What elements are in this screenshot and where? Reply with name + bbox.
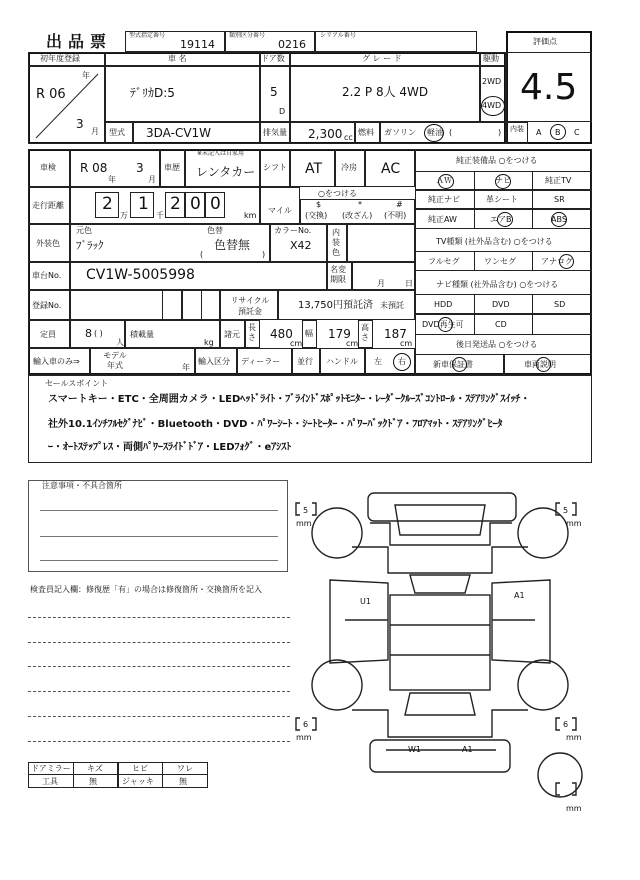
mileage-sen-unit: 千 [156, 211, 164, 220]
equip-abs-circle [551, 212, 567, 227]
drive-label: 駆動 [483, 54, 499, 63]
first-reg-month-unit: 月 [91, 127, 99, 136]
drive-4wd-circle [481, 96, 505, 116]
equip-aw-circle [438, 174, 454, 189]
tv-analog-circle [559, 254, 574, 269]
parts-value-3: ジャッキ [122, 777, 154, 786]
displacement-label: 排気量 [263, 128, 287, 137]
later-item-manual: 車両説明 [524, 360, 556, 369]
parts-header-3: ヒビ [132, 764, 148, 773]
interior-grade-b: B [555, 128, 561, 137]
width-value: 179 [328, 327, 351, 341]
fuel-paren-close: ) [498, 128, 502, 137]
history-label: 車歴 [164, 163, 180, 172]
later-warranty-circle [452, 357, 467, 372]
caution-line-1 [40, 510, 278, 511]
tire-front-left-value: 5 [303, 506, 309, 515]
original-color-label: 元色 [76, 226, 92, 235]
grade-value: 2.2 P 8人 4WD [342, 85, 429, 99]
color-change-paren-close: ) [262, 250, 266, 259]
fuel-label: 燃料 [358, 128, 374, 137]
mile-option-3: # [396, 200, 403, 209]
page-title: 出品票 [46, 32, 113, 51]
history-value: レンタカー [196, 165, 256, 179]
tire-rear-right-unit: mm [566, 733, 582, 742]
width-label: 幅 [305, 329, 313, 338]
handle-right-circle [393, 353, 411, 371]
mileage-label: 走行距離 [32, 201, 64, 210]
tire-rear-right-value: 6 [563, 720, 569, 729]
color-no-value: X42 [290, 239, 312, 252]
interior-grade-c: C [574, 128, 580, 137]
navi-type-title: ナビ種類 (社外品含む) ○をつける [436, 280, 559, 289]
fuel-diesel-circle [424, 124, 444, 142]
color-change-label: 色替 [207, 226, 223, 235]
shaken-month: 3 [136, 161, 144, 175]
reg-no-sub1 [162, 290, 182, 320]
capacity-unit: 人 [116, 338, 124, 347]
caution-box [28, 480, 288, 572]
equip-navi-circle [495, 174, 511, 189]
serial-label: シリアル番号 [320, 32, 356, 39]
height-label: 高さ [361, 323, 369, 342]
interior-grade-a: A [536, 128, 542, 137]
equip-item-tv: 純正TV [545, 176, 572, 185]
sales-line-2: 社外10.1ｲﾝﾁﾌﾙｾｸﾞﾅﾋﾞ・Bluetooth・DVD・ﾊﾟﾜｰｼｰﾄ・ｼｰﾄﾋｰﾀｰ・ﾊﾟﾜｰﾊﾞｯｸﾄﾞｱ・ﾌﾛｱﾏｯﾄ・ｽﾃｱﾘﾝｸﾞﾋｰﾀ [48, 419, 503, 430]
reg-no-label: 登録No. [32, 301, 62, 310]
mileage-digit-1: 2 [102, 194, 113, 214]
equip-item-leather: 革シート [486, 195, 518, 204]
model-value: 3DA-CV1W [146, 126, 212, 140]
name-change-day: 日 [405, 279, 413, 288]
dims-label: 諸元 [224, 330, 240, 339]
chassis-value: CV1W-5005998 [86, 267, 195, 283]
model-label: 型式 [109, 128, 125, 137]
displacement-unit: cc [344, 133, 353, 142]
equip-item-airbag: エアB [490, 215, 512, 224]
handle-right: 右 [398, 357, 406, 366]
navi-item-dvd-play: DVD再生可 [422, 320, 464, 329]
dealer-label: ディーラー [241, 357, 281, 366]
equipment-title: 純正装備品 ○をつける [456, 156, 538, 165]
inspector-line-6 [28, 741, 290, 742]
tire-rear-left-value: 6 [303, 720, 309, 729]
mileage-digit-2: 1 [138, 194, 149, 214]
mile-label: マイル [268, 206, 292, 215]
shift-label: シフト [263, 163, 287, 172]
color-label: 外装色 [36, 239, 60, 248]
displacement-value: 2,300 [308, 127, 343, 141]
mark-u1: U1 [360, 597, 371, 606]
tv-item-oneseg: ワンセグ [484, 257, 516, 266]
equip-item-genuine-navi: 純正ナビ [428, 195, 460, 204]
navi-item-sd: SD [554, 300, 566, 309]
model-year-unit: 年 [182, 363, 190, 372]
mark-a1-rear: A1 [462, 745, 473, 754]
tire-rear-left-unit: mm [296, 733, 312, 742]
shift-value: AT [305, 161, 323, 177]
later-item-warranty: 新車保証書 [433, 360, 473, 369]
caution-line-2 [40, 536, 278, 537]
equip-item-navi: ナビ [495, 176, 511, 185]
caution-line-3 [40, 560, 278, 561]
first-reg-month: 3 [76, 117, 84, 131]
load-unit: kg [204, 338, 214, 347]
original-color-value: ﾌﾞﾗｯｸ [76, 239, 104, 252]
doors-value: 5 [270, 85, 278, 99]
navi-item-hdd: HDD [434, 300, 453, 309]
doors-label: ドア数 [261, 54, 285, 63]
shaken-era: R 08 [80, 161, 108, 175]
inspector-line-2 [28, 642, 290, 643]
inspector-line-1 [28, 617, 290, 618]
cooling-label: 冷房 [341, 163, 357, 172]
name-change-label: 名変期限 [330, 265, 346, 284]
equip-airbag-circle [497, 212, 513, 227]
interior-grade-label: 内装 [510, 125, 524, 133]
mile-option-2-sub: (改ざん) [342, 211, 373, 220]
name-change-month: 月 [377, 279, 385, 288]
reg-no-sub2 [182, 290, 202, 320]
length-label: 長さ [248, 323, 256, 342]
height-value: 187 [384, 327, 407, 341]
score-value: 4.5 [520, 67, 578, 108]
mileage-digit-3: 2 [170, 194, 181, 214]
parts-value-1: 工具 [42, 777, 58, 786]
equip-item-abs: ABS [551, 215, 567, 224]
capacity-paren: ( ) [94, 329, 103, 338]
tv-item-analog: アナログ [541, 257, 573, 266]
grade-label: グ レ ー ド [362, 54, 402, 63]
score-label: 評価点 [533, 37, 557, 46]
category-value: 0216 [278, 38, 306, 51]
mile-option-3-sub: (不明) [384, 211, 407, 220]
length-value: 480 [270, 327, 293, 341]
sales-label: セールスポイント [45, 379, 109, 388]
import-label: 輸入車のみ⇒ [33, 357, 80, 366]
doors-sub: D [279, 107, 286, 116]
name-label: 車 名 [168, 54, 187, 63]
sales-line-1: スマートキー・ETC・全周囲カメラ・LEDﾍｯﾄﾞﾗｲﾄ・ﾌﾞﾗｲﾝﾄﾞｽﾎﾟｯﾄﾓﾆﾀｰ・ﾚｰﾀﾞｰｸﾙｰｽﾞｺﾝﾄﾛｰﾙ・ｽﾃｱﾘﾝｸﾞｽｲｯﾁ・ [48, 394, 531, 405]
chassis-label: 車台No. [32, 271, 62, 280]
mile-option-1: $ [316, 200, 322, 209]
name-value: ﾃﾞﾘｶD:5 [130, 86, 175, 100]
history-note: ※未記入は自家用 [197, 150, 245, 157]
tire-front-right-value: 5 [563, 506, 569, 515]
fuel-gasoline: ガソリン [384, 128, 416, 137]
tire-front-left-unit: mm [296, 519, 312, 528]
color-change-value: 色替無 [214, 238, 251, 252]
recycle-value: 13,750円預託済 [298, 300, 373, 311]
navi-item-cd: CD [495, 320, 507, 329]
caution-label: 注意事項・不具合箇所 [42, 481, 122, 490]
mileage-man-unit: 万 [120, 211, 128, 220]
color-change-paren-open: ( [200, 250, 204, 259]
mark-a1-right: A1 [514, 591, 525, 600]
capacity-value: 8 [85, 327, 92, 340]
capacity-label: 定員 [40, 330, 56, 339]
width-unit: cm [346, 339, 359, 348]
model-year-label: モデル年式 [103, 351, 127, 370]
interior-grade-b-circle [550, 124, 566, 140]
tv-item-fullseg: フルセグ [428, 257, 460, 266]
mark-w1: W1 [408, 745, 421, 754]
equip-item-genuine-aw: 純正AW [428, 215, 457, 224]
recycle-unpaid: 未預託 [380, 301, 404, 310]
equip-item-aw: ＡＷ [436, 176, 452, 185]
shaken-year-unit: 年 [108, 175, 116, 184]
load-label: 積載量 [130, 330, 154, 339]
tire-front-right-unit: mm [566, 519, 582, 528]
car-diagram [290, 475, 590, 815]
length-unit: cm [290, 339, 303, 348]
mile-check-label: ○をつける [318, 189, 357, 198]
drive-option-2wd: 2WD [482, 77, 502, 86]
interior-color-label: 内装色 [332, 228, 340, 257]
name-cell [105, 66, 260, 122]
inspector-label: 検査員記入欄：修復歴「有」の場合は修復箇所・交換箇所を記入 [30, 585, 262, 594]
color-no-label: カラーNo. [274, 226, 312, 235]
fuel-diesel: 軽油 [427, 128, 443, 137]
inspector-line-3 [28, 666, 290, 667]
first-reg-label: 初年度登録 [40, 54, 80, 63]
parts-value-2: 無 [89, 777, 97, 786]
navi-dvd-play-circle [438, 317, 453, 332]
mile-option-2: * [358, 200, 362, 209]
shaken-label: 車検 [40, 163, 56, 172]
model-designation-label: 型式指定番号 [129, 32, 166, 39]
recycle-label: リサイクル預託金 [230, 296, 270, 316]
mileage-digit-5: 0 [210, 194, 221, 214]
handle-label: ハンドル [326, 357, 358, 366]
mile-option-1-sub: (交換) [305, 211, 328, 220]
navi-item-dvd: DVD [492, 300, 510, 309]
height-unit: cm [400, 339, 413, 348]
category-label: 類別区分番号 [229, 32, 266, 39]
inspector-line-5 [28, 716, 290, 717]
later-col-div [503, 354, 505, 375]
drive-option-4wd: 4WD [482, 101, 502, 110]
handle-left: 左 [374, 357, 382, 366]
fuel-paren-open: ( [449, 128, 453, 137]
interior-color-cell [347, 224, 415, 262]
import-type-label: 輸入区分 [198, 357, 230, 366]
sales-line-3: ｰ・ｵｰﾄｽﾃｯﾌﾟﾚｽ・両側ﾊﾟﾜｰｽﾗｲﾄﾞﾄﾞｱ・LEDﾌｫｸﾞ・eｱｼｽﾄ [48, 442, 292, 453]
parts-header-2: キズ [87, 764, 103, 773]
mileage-digit-4: 0 [190, 194, 201, 214]
parts-header-1: ドアミラー [31, 764, 71, 773]
cooling-value: AC [381, 161, 401, 177]
spare-tire-unit: mm [566, 804, 582, 813]
parts-value-4: 無 [179, 777, 187, 786]
later-manual-circle [536, 357, 551, 372]
model-designation-value: 19114 [180, 38, 215, 51]
later-title: 後日発送品 ○をつける [456, 340, 538, 349]
equip-item-sr: SR [554, 195, 565, 204]
inspector-line-4 [28, 691, 290, 692]
mileage-km-unit: km [244, 211, 257, 220]
tv-type-title: TV種類 (社外品含む) ○をつける [436, 237, 553, 246]
shaken-month-unit: 月 [148, 175, 156, 184]
parts-header-4: ワレ [177, 764, 193, 773]
first-reg-era: R 06 [36, 87, 66, 102]
parallel-label: 並行 [297, 357, 313, 366]
first-reg-year-unit: 年 [82, 71, 90, 80]
